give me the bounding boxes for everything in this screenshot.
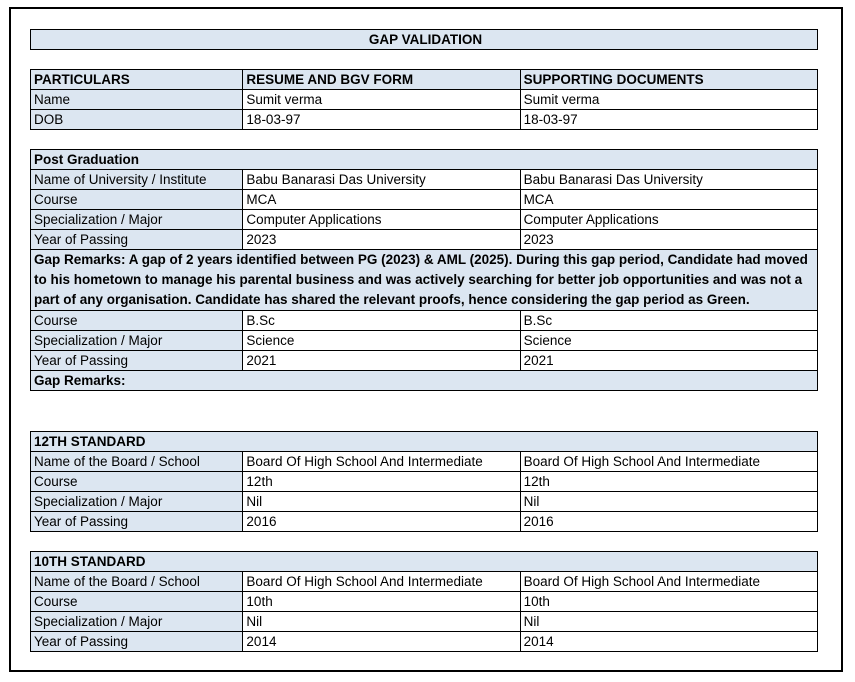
particulars-table [30,69,818,130]
row-label: Specialization / Major [31,492,243,512]
table-row [31,351,818,371]
resume-value: 2016 [243,512,520,532]
std10-table [30,551,818,652]
document-value: Nil [520,492,817,512]
document-value: 10th [520,592,817,612]
row-label: Course [31,592,243,612]
gap-remark-ug: Gap Remarks: [31,371,818,391]
row-label: DOB [31,110,243,130]
section-heading-pg: Post Graduation [31,150,818,170]
document-value: 2023 [520,230,817,250]
row-label: Name [31,90,243,110]
table-row [31,592,818,612]
section-heading-12th: 12TH STANDARD [31,432,818,452]
row-label: Specialization / Major [31,210,243,230]
resume-value: Board Of High School And Intermediate [243,572,520,592]
resume-value: 18-03-97 [243,110,520,130]
resume-value: 12th [243,472,520,492]
resume-value: 2021 [243,351,520,371]
document-value: Nil [520,612,817,632]
document-value: Board Of High School And Intermediate [520,572,817,592]
row-label: Course [31,311,243,331]
title-table [30,29,818,50]
resume-value: Babu Banarasi Das University [243,170,520,190]
table-row [31,170,818,190]
resume-value: 10th [243,592,520,612]
table-row [31,331,818,351]
table-row [31,90,818,110]
document-value: 2021 [520,351,817,371]
table-row [31,311,818,331]
header-resume: RESUME AND BGV FORM [243,70,520,90]
document-value: 12th [520,472,817,492]
table-row [31,452,818,472]
table-row [31,572,818,592]
document-value: 2014 [520,632,817,652]
section-heading-10th: 10TH STANDARD [31,552,818,572]
row-label: Year of Passing [31,230,243,250]
gap-remark-pg: Gap Remarks: A gap of 2 years identified between PG (2023) & AML (2025). During this gap period, Candidate had moved to his hometown to manage his parental business and was actively searching for better job opportunities and was not a part of any organisation. Candidate has shared the relevant proofs, hence considering the gap period as Green. [31,250,818,311]
document-value: Board Of High School And Intermediate [520,452,817,472]
document-value: B.Sc [520,311,817,331]
row-label: Specialization / Major [31,612,243,632]
resume-value: 2014 [243,632,520,652]
table-row [31,612,818,632]
document-value: Babu Banarasi Das University [520,170,817,190]
row-label: Year of Passing [31,351,243,371]
document-value: Computer Applications [520,210,817,230]
pg-table [30,149,818,391]
row-label: Course [31,472,243,492]
row-label: Name of the Board / School [31,572,243,592]
header-particulars: PARTICULARS [31,70,243,90]
resume-value: B.Sc [243,311,520,331]
resume-value: Sumit verma [243,90,520,110]
row-label: Name of the Board / School [31,452,243,472]
std12-table [30,431,818,532]
row-label: Name of University / Institute [31,170,243,190]
document-value: Sumit verma [520,90,817,110]
table-row [31,230,818,250]
header-documents: SUPPORTING DOCUMENTS [520,70,817,90]
row-label: Year of Passing [31,632,243,652]
resume-value: 2023 [243,230,520,250]
table-row [31,472,818,492]
document-value: 18-03-97 [520,110,817,130]
row-label: Course [31,190,243,210]
resume-value: Nil [243,492,520,512]
row-label: Specialization / Major [31,331,243,351]
table-row [31,632,818,652]
table-row [31,210,818,230]
resume-value: Computer Applications [243,210,520,230]
table-row [31,512,818,532]
document-value: MCA [520,190,817,210]
resume-value: Nil [243,612,520,632]
table-row [31,110,818,130]
table-row [31,190,818,210]
resume-value: Board Of High School And Intermediate [243,452,520,472]
resume-value: Science [243,331,520,351]
document-value: 2016 [520,512,817,532]
document-value: Science [520,331,817,351]
resume-value: MCA [243,190,520,210]
table-row [31,492,818,512]
header-row [31,70,818,90]
page-title: GAP VALIDATION [31,30,818,50]
row-label: Year of Passing [31,512,243,532]
